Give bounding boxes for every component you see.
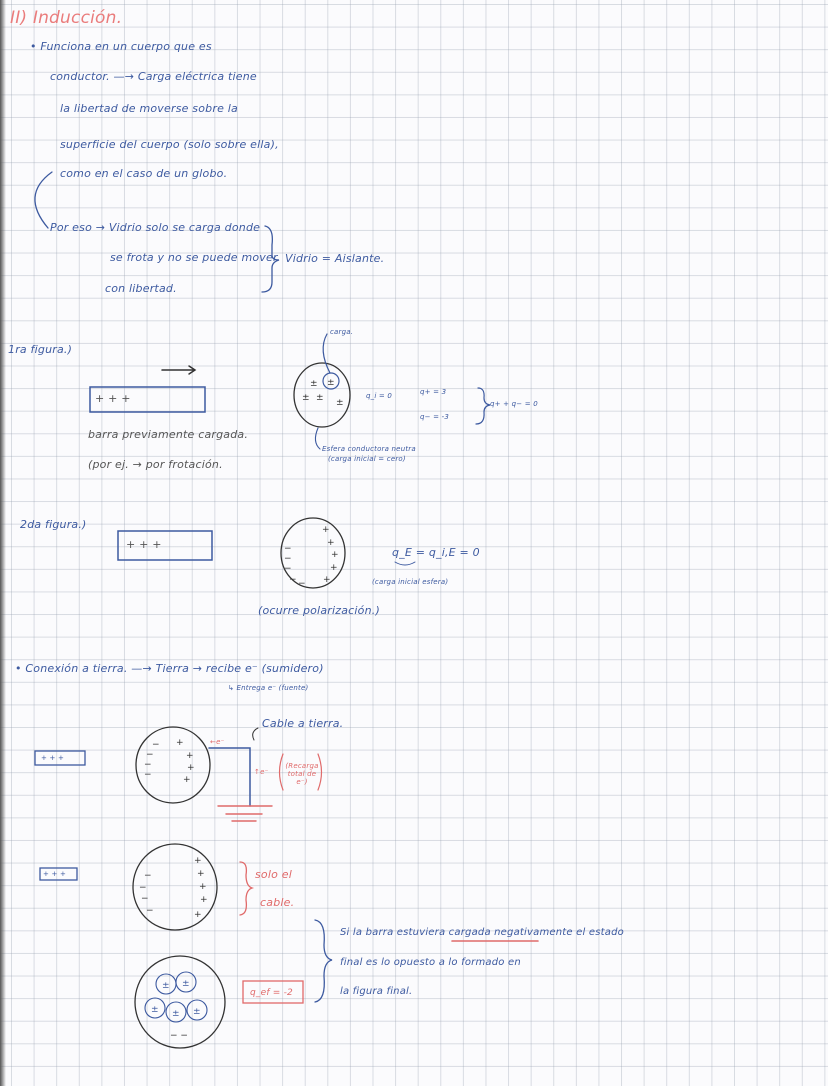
figure1-charge-label: carga. (330, 328, 354, 336)
intro-line-3: la libertad de moverse sobre la (60, 102, 238, 115)
brace (262, 226, 279, 292)
ground-symbol (218, 806, 272, 821)
svg-text:±: ± (162, 981, 170, 991)
ground-cable (209, 748, 250, 806)
cable-label: Cable a tierra. (262, 717, 344, 730)
intro-line-1: Funciona en un cuerpo que es (40, 40, 212, 53)
figure1-qplus: q+ = 3 (420, 388, 447, 396)
svg-text:±: ± (310, 379, 318, 389)
svg-text:+: + (186, 751, 194, 761)
final-line-2: final es lo opuesto a lo formado en (340, 957, 521, 968)
sphere2-charges (284, 525, 339, 589)
intro-line: • Funciona en un cuerpo que es (30, 40, 212, 53)
intro-line-5: como en el caso de un globo. (60, 167, 228, 180)
svg-text:+: + (194, 910, 202, 920)
vidrio-line-2: se frota y no se puede mover (110, 251, 278, 264)
brace (476, 388, 490, 424)
electron-top: ←e⁻ (210, 738, 225, 746)
figure1-sphere-caption: Esfera conductora neutra (322, 445, 416, 453)
bar2-charges: + + + (43, 870, 67, 878)
curved-arrow (35, 172, 52, 228)
svg-text:+: + (197, 869, 205, 879)
svg-text:+: + (200, 895, 208, 905)
bar1-charges: + + + (41, 754, 65, 762)
grounding-heading: • Conexión a tierra. —→ Tierra → recibe e⁻ (sumidero) (15, 662, 324, 675)
sphere4-charges (139, 856, 208, 920)
sphere3-charges (144, 738, 195, 785)
charge-pointer (323, 334, 330, 373)
only-cable: solo el (255, 868, 292, 881)
recharge-note: (Recarga total de e⁻) (285, 762, 319, 786)
charged-bar (90, 387, 205, 412)
figure1-qsum: q+ + q− = 0 (490, 400, 538, 408)
svg-text:−: − (144, 760, 152, 770)
figure1-sphere-caption-2: (carga inicial = cero) (328, 455, 406, 463)
svg-text:−: − (146, 906, 154, 916)
final-charge-box (243, 981, 303, 1003)
figure1-label: 1ra figura.) (8, 343, 73, 356)
svg-text:±: ± (302, 393, 310, 403)
svg-text:+: + (187, 763, 195, 773)
vidrio-line-3: con libertad. (105, 282, 177, 295)
final-line-3: la figura final. (340, 986, 413, 997)
svg-text:−: − (141, 894, 149, 904)
figure1-bar-caption-2: (por ej. → por frotación. (88, 458, 223, 471)
vidrio-line-1: Por eso → Vidrio solo se carga donde (50, 221, 261, 234)
svg-text:±: ± (316, 393, 324, 403)
svg-text:+: + (194, 856, 202, 866)
svg-text:+: + (176, 738, 184, 748)
final-line-1: Si la barra estuviera cargada negativamente el estado (340, 927, 624, 938)
svg-text:−: − (146, 750, 154, 760)
figure1-bar-charges: + + + (95, 392, 131, 405)
svg-text:±: ± (336, 398, 344, 408)
vidrio-conclusion: Vidrio = Aislante. (285, 252, 385, 265)
svg-text:−: − (284, 564, 292, 574)
caption-pointer (315, 428, 320, 449)
only-cable-2: cable. (260, 896, 295, 909)
grounding-heading-2: ↳ Entrega e⁻ (fuente) (228, 684, 309, 692)
svg-text:+: + (199, 882, 207, 892)
svg-text:− −: − − (170, 1031, 188, 1041)
figure1-qi: q_i = 0 (366, 392, 393, 400)
svg-text:−: − (139, 883, 147, 893)
figure2-equation: q_E = q_i,E = 0 (392, 546, 480, 559)
figure2-bar-charges: + + + (126, 538, 162, 551)
section-title: II) Inducción. (10, 8, 123, 28)
svg-text:+: + (330, 563, 338, 573)
svg-text:+: + (183, 775, 191, 785)
grounding-heading-text: Conexión a tierra. —→ Tierra → recibe e⁻ (sumidero) (25, 662, 324, 675)
final-charge: q_ef = -2 (250, 988, 293, 998)
figure1-bar-caption: barra previamente cargada. (88, 428, 249, 441)
figure2-equation-note: (carga inicial esfera) (372, 578, 449, 586)
figure2-caption: (ocurre polarización.) (258, 604, 380, 617)
svg-text:−: − (284, 554, 292, 564)
svg-text:−: − (144, 770, 152, 780)
small-bar (40, 868, 77, 880)
svg-text:−: − (289, 575, 297, 585)
arrow-right-icon (162, 366, 195, 374)
cable-pointer (253, 728, 258, 740)
brace (315, 920, 332, 1002)
small-bar (35, 751, 85, 765)
svg-text:−: − (298, 579, 306, 589)
figure2-label: 2da figura.) (20, 518, 87, 531)
svg-text:±: ± (193, 1007, 201, 1017)
svg-text:+: + (323, 575, 331, 585)
svg-text:±: ± (172, 1009, 180, 1019)
electron-up: ↑e⁻ (254, 768, 269, 776)
charged-bar (118, 531, 212, 560)
svg-text:+: + (331, 550, 339, 560)
svg-text:±: ± (327, 378, 335, 388)
svg-text:+: + (327, 538, 335, 548)
svg-text:±: ± (151, 1005, 159, 1015)
red-parens (280, 754, 322, 790)
underline (395, 562, 415, 565)
svg-text:−: − (284, 544, 292, 554)
svg-text:−: − (152, 740, 160, 750)
figure1-qminus: q− = -3 (420, 413, 450, 421)
intro-line-4: superficie del cuerpo (solo sobre ella), (60, 138, 279, 151)
svg-text:−: − (144, 871, 152, 881)
intro-line-2: conductor. —→ Carga eléctrica tiene (50, 70, 257, 83)
svg-text:±: ± (182, 979, 190, 989)
red-brace (240, 862, 252, 915)
svg-text:+: + (322, 525, 330, 535)
